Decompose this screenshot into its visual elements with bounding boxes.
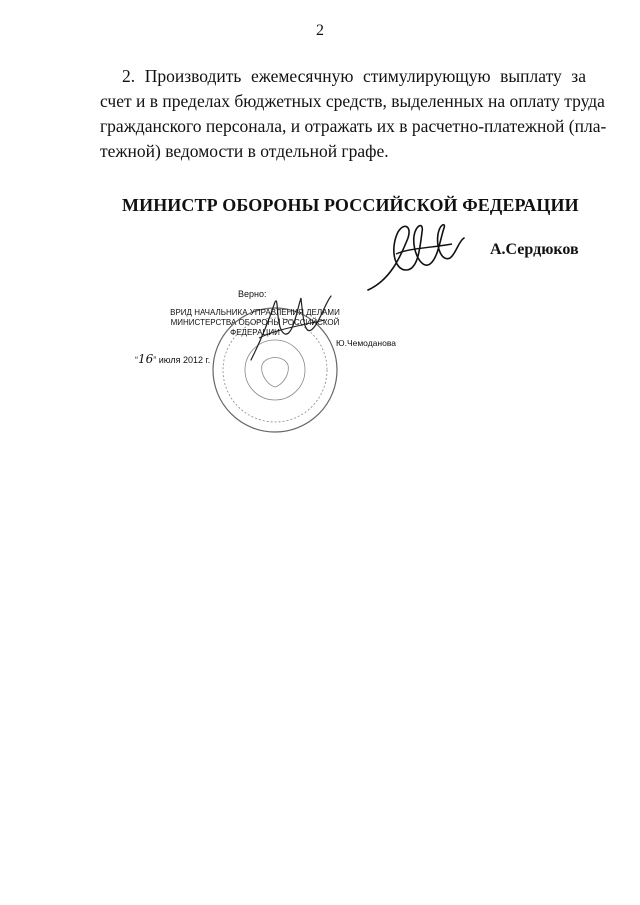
date-day: 16: [138, 352, 154, 366]
position-line: МИНИСТЕРСТВА ОБОРОНЫ РОССИЙСКОЙ ФЕДЕРАЦИИ: [170, 318, 340, 337]
minister-name: А.Сердюков: [490, 241, 579, 258]
minister-signature: [360, 218, 470, 298]
paragraph-line: гражданского персонала, и отражать их в расчетно-платежной (пла-: [100, 116, 607, 136]
paragraph-line: счет и в пределах бюджетных средств, выделенных на оплату труда: [100, 91, 605, 111]
certified-label: Верно:: [238, 289, 267, 299]
certification-date: “16” июля 2012 г.: [135, 352, 211, 366]
minister-title: МИНИСТР ОБОРОНЫ РОССИЙСКОЙ ФЕДЕРАЦИИ: [122, 195, 579, 215]
position-line: ВРИД НАЧАЛЬНИКА УПРАВЛЕНИЯ ДЕЛАМИ: [170, 308, 340, 317]
paragraph-item-2: [100, 64, 607, 164]
certifier-position: [155, 308, 355, 338]
paragraph-line: 2. Производить ежемесячную стимулирующую выплату за: [122, 66, 586, 86]
page-number: 2: [316, 22, 324, 39]
paragraph-line: тежной) ведомости в отдельной графе.: [100, 141, 389, 161]
certifier-name: Ю.Чемоданова: [336, 338, 396, 348]
date-rest: июля 2012 г.: [158, 355, 211, 365]
